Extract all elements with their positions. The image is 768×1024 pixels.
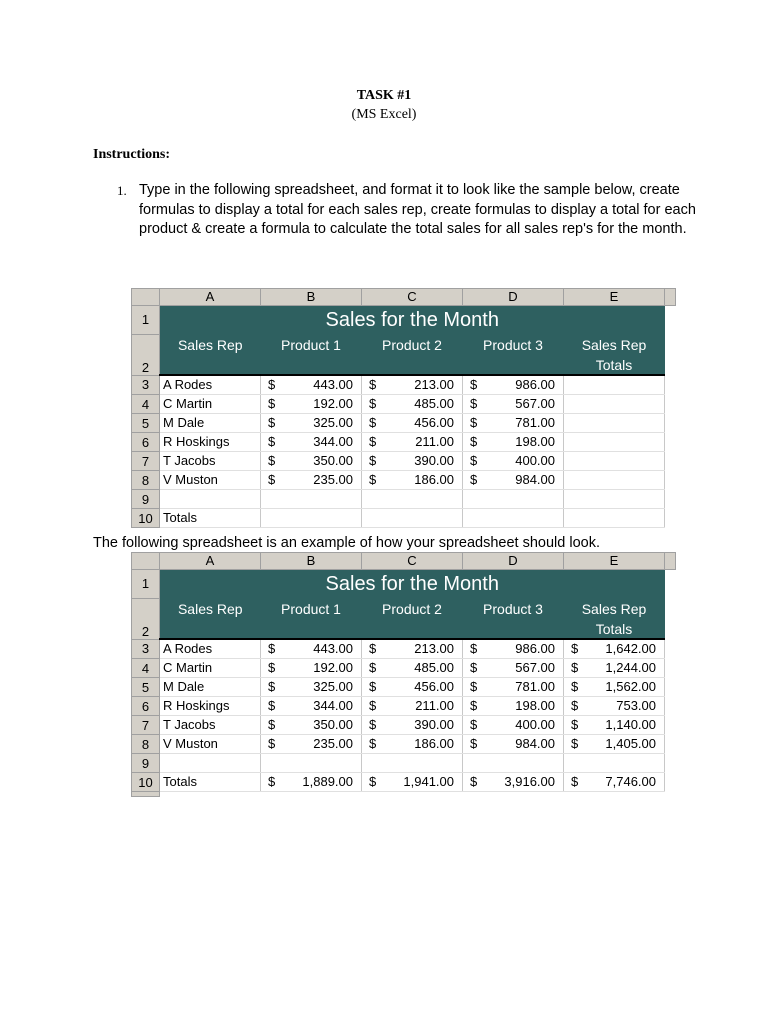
product-1-cell[interactable]: $ 235.00: [261, 735, 362, 754]
row-header[interactable]: 6: [132, 433, 160, 452]
spreadsheet-example: [131, 552, 675, 797]
product-3-cell[interactable]: $ 198.00: [463, 697, 564, 716]
spreadsheet-template: [131, 288, 675, 528]
empty-cell[interactable]: [463, 754, 564, 773]
table-row: [132, 490, 676, 509]
product-3-cell[interactable]: $ 984.00: [463, 471, 564, 490]
row-header[interactable]: 8: [132, 471, 160, 490]
product-3-cell[interactable]: $ 781.00: [463, 678, 564, 697]
rep-cell[interactable]: V Muston: [160, 735, 261, 754]
row-header[interactable]: 9: [132, 754, 160, 773]
row-header[interactable]: 1: [132, 570, 160, 599]
product-1-cell[interactable]: $ 235.00: [261, 471, 362, 490]
header-product-1[interactable]: Product 1: [261, 334, 362, 356]
banner-cell[interactable]: Sales for the Month: [160, 306, 665, 335]
table-row: [132, 716, 676, 735]
instruction-text: Type in the following spreadsheet, and format it to look like the sample below, create formulas to display a total for each sales rep, create formulas to display a total for each product & create a formula to calculate the total sales for all sales rep's for the month.: [139, 182, 696, 237]
product-1-cell[interactable]: $ 344.00: [261, 697, 362, 716]
table-row: [132, 433, 676, 452]
product-1-cell[interactable]: $ 325.00: [261, 414, 362, 433]
banner-cell[interactable]: Sales for the Month: [160, 570, 665, 599]
row-header[interactable]: 4: [132, 659, 160, 678]
totals-row: [132, 773, 676, 792]
rep-total-cell[interactable]: [564, 471, 665, 490]
corner-cell[interactable]: [132, 553, 160, 570]
column-header-e[interactable]: E: [564, 289, 665, 306]
column-header-e[interactable]: E: [564, 553, 665, 570]
header-sales-rep[interactable]: Sales Rep: [160, 598, 261, 620]
product-2-total-cell[interactable]: $ 1,941.00: [362, 773, 463, 792]
row-header[interactable]: 7: [132, 716, 160, 735]
example-caption: The following spreadsheet is an example of how your spreadsheet should look.: [93, 535, 600, 551]
empty-cell[interactable]: [160, 754, 261, 773]
product-2-cell[interactable]: $ 213.00: [362, 639, 463, 659]
row-header[interactable]: 8: [132, 735, 160, 754]
instruction-item: [117, 181, 697, 240]
rep-total-cell[interactable]: [564, 414, 665, 433]
rep-total-cell[interactable]: $ 1,244.00: [564, 659, 665, 678]
empty-cell[interactable]: [564, 490, 665, 509]
product-3-total-cell[interactable]: $ 3,916.00: [463, 773, 564, 792]
table-row: [132, 659, 676, 678]
task-title: TASK #1: [356, 88, 412, 103]
product-1-cell[interactable]: $ 350.00: [261, 452, 362, 471]
product-3-cell[interactable]: $ 400.00: [463, 452, 564, 471]
row-header[interactable]: 10: [132, 773, 160, 792]
empty-cell[interactable]: [261, 754, 362, 773]
rep-total-cell[interactable]: $ 1,140.00: [564, 716, 665, 735]
empty-cell[interactable]: [160, 490, 261, 509]
empty-cell[interactable]: [261, 490, 362, 509]
product-1-cell[interactable]: $ 350.00: [261, 716, 362, 735]
product-1-cell[interactable]: $ 192.00: [261, 395, 362, 414]
row-header[interactable]: 3: [132, 639, 160, 659]
product-2-total-cell[interactable]: [362, 509, 463, 528]
product-3-cell[interactable]: $ 986.00: [463, 639, 564, 659]
product-1-total-cell[interactable]: $ 1,889.00: [261, 773, 362, 792]
product-1-cell[interactable]: $ 443.00: [261, 375, 362, 395]
table-row: [132, 697, 676, 716]
header-sales-rep[interactable]: Sales Rep: [160, 334, 261, 356]
table-row: [132, 754, 676, 773]
row-header[interactable]: 6: [132, 697, 160, 716]
rep-total-cell[interactable]: [564, 375, 665, 395]
rep-total-cell[interactable]: [564, 395, 665, 414]
product-2-cell[interactable]: $ 485.00: [362, 659, 463, 678]
column-header-d[interactable]: D: [463, 289, 564, 306]
header-rep-totals[interactable]: Sales Rep: [564, 598, 665, 620]
product-2-cell[interactable]: $ 390.00: [362, 716, 463, 735]
product-1-cell[interactable]: $ 443.00: [261, 639, 362, 659]
product-3-cell[interactable]: $ 986.00: [463, 375, 564, 395]
row-header[interactable]: [132, 792, 160, 797]
column-header-c[interactable]: C: [362, 289, 463, 306]
row-header[interactable]: 10: [132, 509, 160, 528]
header-rep-totals-line2[interactable]: Totals: [564, 620, 665, 639]
column-header-f[interactable]: [665, 289, 676, 306]
table-row: [132, 452, 676, 471]
product-3-cell[interactable]: $ 400.00: [463, 716, 564, 735]
product-1-cell[interactable]: $ 344.00: [261, 433, 362, 452]
header-product-3[interactable]: Product 3: [463, 598, 564, 620]
rep-cell[interactable]: A Rodes: [160, 639, 261, 659]
rep-cell[interactable]: M Dale: [160, 414, 261, 433]
empty-cell[interactable]: [362, 490, 463, 509]
product-3-cell[interactable]: $ 984.00: [463, 735, 564, 754]
product-2-cell[interactable]: $ 186.00: [362, 471, 463, 490]
product-2-cell[interactable]: $ 390.00: [362, 452, 463, 471]
product-2-cell[interactable]: $ 186.00: [362, 735, 463, 754]
product-3-cell[interactable]: $ 567.00: [463, 659, 564, 678]
column-header-a[interactable]: A: [160, 553, 261, 570]
row-header[interactable]: 5: [132, 678, 160, 697]
product-2-cell[interactable]: $ 211.00: [362, 433, 463, 452]
product-2-cell[interactable]: $ 456.00: [362, 414, 463, 433]
product-1-total-cell[interactable]: [261, 509, 362, 528]
rep-cell[interactable]: A Rodes: [160, 375, 261, 395]
column-header-c[interactable]: C: [362, 553, 463, 570]
row-header[interactable]: 2: [132, 598, 160, 639]
product-3-total-cell[interactable]: [463, 509, 564, 528]
totals-label-cell[interactable]: Totals: [160, 773, 261, 792]
empty-cell[interactable]: [463, 490, 564, 509]
column-header-b[interactable]: B: [261, 289, 362, 306]
product-2-cell[interactable]: $ 485.00: [362, 395, 463, 414]
rep-total-cell[interactable]: $ 1,405.00: [564, 735, 665, 754]
header-product-3[interactable]: Product 3: [463, 334, 564, 356]
table-row: [132, 678, 676, 697]
row-header[interactable]: 1: [132, 306, 160, 335]
row-header[interactable]: 2: [132, 334, 160, 375]
rep-total-cell[interactable]: $ 753.00: [564, 697, 665, 716]
grand-total-cell[interactable]: $ 7,746.00: [564, 773, 665, 792]
totals-row: [132, 509, 676, 528]
table-row: [132, 735, 676, 754]
column-header-f[interactable]: [665, 553, 676, 570]
header-product-2[interactable]: Product 2: [362, 598, 463, 620]
rep-cell[interactable]: C Martin: [160, 659, 261, 678]
rep-total-cell[interactable]: $ 1,642.00: [564, 639, 665, 659]
table-row: [132, 471, 676, 490]
table-row: [132, 375, 676, 395]
header-rep-totals[interactable]: Sales Rep: [564, 334, 665, 356]
header-product-2[interactable]: Product 2: [362, 334, 463, 356]
product-2-cell[interactable]: $ 213.00: [362, 375, 463, 395]
table-row: [132, 639, 676, 659]
rep-cell[interactable]: V Muston: [160, 471, 261, 490]
grand-total-cell[interactable]: [564, 509, 665, 528]
empty-cell[interactable]: [564, 754, 665, 773]
rep-cell[interactable]: T Jacobs: [160, 716, 261, 735]
product-3-cell[interactable]: $ 781.00: [463, 414, 564, 433]
rep-total-cell[interactable]: [564, 452, 665, 471]
rep-total-cell[interactable]: [564, 433, 665, 452]
row-header[interactable]: 4: [132, 395, 160, 414]
product-1-cell[interactable]: $ 192.00: [261, 659, 362, 678]
rep-cell[interactable]: R Hoskings: [160, 433, 261, 452]
row-header[interactable]: 3: [132, 375, 160, 395]
header-rep-totals-line2[interactable]: Totals: [564, 356, 665, 375]
header-product-1[interactable]: Product 1: [261, 598, 362, 620]
instruction-number: 1.: [117, 183, 127, 198]
column-header-b[interactable]: B: [261, 553, 362, 570]
corner-cell[interactable]: [132, 289, 160, 306]
table-row: [132, 395, 676, 414]
product-1-cell[interactable]: $ 325.00: [261, 678, 362, 697]
rep-cell[interactable]: C Martin: [160, 395, 261, 414]
product-3-cell[interactable]: $ 567.00: [463, 395, 564, 414]
product-3-cell[interactable]: $ 198.00: [463, 433, 564, 452]
product-2-cell[interactable]: $ 211.00: [362, 697, 463, 716]
rep-cell[interactable]: T Jacobs: [160, 452, 261, 471]
column-header-d[interactable]: D: [463, 553, 564, 570]
empty-cell[interactable]: [362, 754, 463, 773]
product-2-cell[interactable]: $ 456.00: [362, 678, 463, 697]
row-header[interactable]: 7: [132, 452, 160, 471]
row-header[interactable]: 9: [132, 490, 160, 509]
row-header[interactable]: 5: [132, 414, 160, 433]
table-row: [132, 414, 676, 433]
task-subtitle: (MS Excel): [351, 107, 417, 122]
column-header-a[interactable]: A: [160, 289, 261, 306]
rep-cell[interactable]: R Hoskings: [160, 697, 261, 716]
rep-total-cell[interactable]: $ 1,562.00: [564, 678, 665, 697]
rep-cell[interactable]: M Dale: [160, 678, 261, 697]
totals-label-cell[interactable]: Totals: [160, 509, 261, 528]
instructions-label: Instructions:: [93, 147, 171, 162]
